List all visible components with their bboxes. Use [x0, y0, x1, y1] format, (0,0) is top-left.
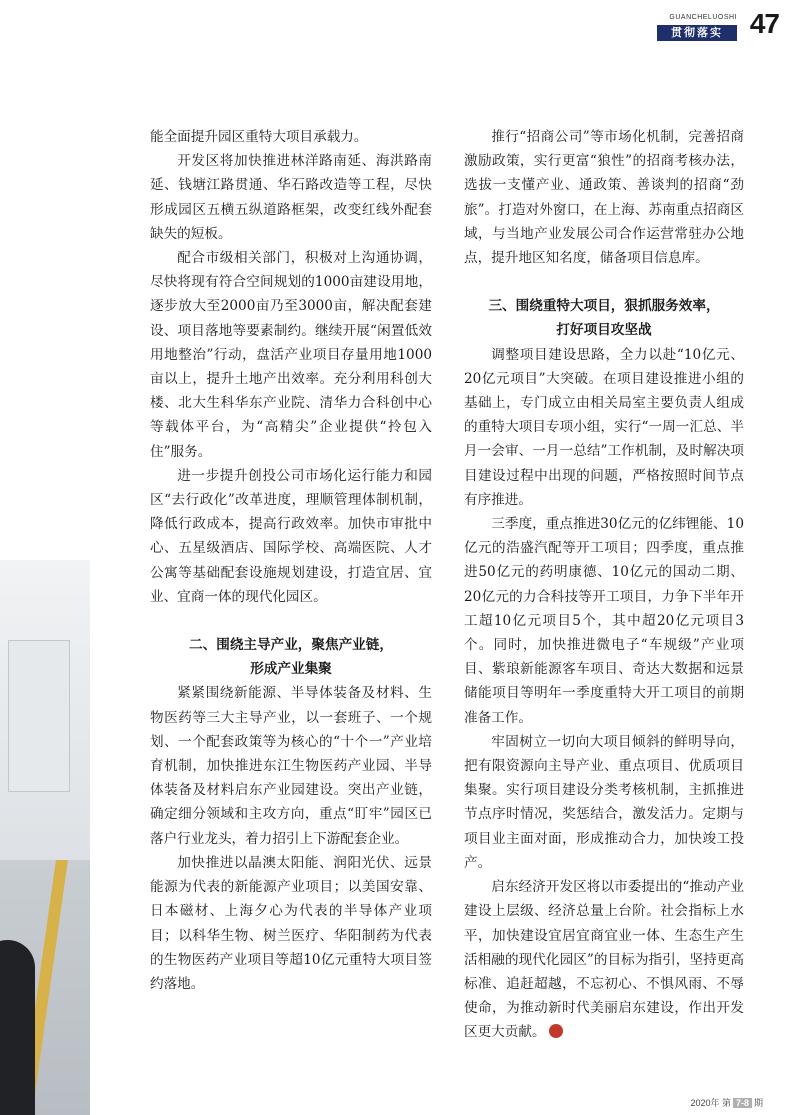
header-brand: 贯彻落实: [657, 25, 737, 41]
header-subtitle: GUANCHELUOSHI: [669, 14, 737, 21]
section-heading: 二、围绕主导产业，聚焦产业链，: [189, 637, 393, 654]
paragraph-text: 紧紧围绕新能源、半导体装备及材料、生物医药等三大主导产业，以一套班子、一个规划、一个配套政策等为核心的“十个一”产业培育机制，加快推进东江生物医药产业园、半导体装备及材料启东产业园建设。突出产业链，确定细分领域和主攻方向，重点“盯牢”园区已落户行业龙头，着力招引上下游配套企业。: [150, 685, 432, 847]
body-paragraph: [464, 875, 744, 1044]
paragraph-text: 加快推进以晶澳太阳能、润阳光伏、远景能源为代表的新能源产业项目；以美国安靠、日本磁材、上海夕心为代表的半导体产业项目；以科华生物、树兰医疗、华阳制药为代表的生物医药产业项目等超10亿元重特大项目签约落地。: [150, 854, 432, 992]
paragraph-text: 启东经济开发区将以市委提出的“推动产业建设上层级、经济总量上台阶。社会指标上水平，加快建设宜居宜商宜业一体、生态生产生活相融的现代化园区”的目标为指引，坚持更高标准、追赶超越，不忘初心、不惧风雨、不辱使命，为推动新时代美丽启东建设，作出开发区更大贡献。: [464, 879, 744, 1041]
body-paragraph: [150, 851, 432, 996]
paragraph-text: 推行“招商公司”等市场化机制，完善招商激励政策，实行更富“狼性”的招商考核办法，选拔一支懂产业、通政策、善谈判的招商“劲旅”。打造对外窗口，在上海、苏南重点招商区域，与当地产业发展公司合作运营常驻办公地点，提升地区知名度，储备项目信息库。: [464, 129, 744, 267]
paragraph-text: 调整项目建设思路，全力以赴“10亿元、20亿元项目”大突破。在项目建设推进小组的基础上，专门成立由相关局室主要负责人组成的重特大项目专项小组，实行“一周一汇总、半月一会审、一月一总结”工作机制，及时解决项目建设过程中出现的问题，严格按照时间节点有序推进。: [464, 346, 744, 508]
paragraph-text: 三季度，重点推进30亿元的亿纬锂能、10亿元的浩盛汽配等开工项目；四季度，重点推进50亿元的药明康德、10亿元的国动二期、20亿元的力合科技等开工项目，力争下半年开工超10亿元项目5个，其中超20亿元项目3个。同时，加快推进微电子“车规级”产业项目、紫琅新能源客车项目、奇达大数据和远景储能项目等明年一季度重特大开工项目的前期准备工作。: [464, 516, 744, 726]
right-column: [464, 125, 744, 1045]
paragraph-text: 开发区将加快推进林洋路南延、海洪路南延、钱塘江路贯通、华石路改造等工程，尽快形成园区五横五纵道路框架，改变红线外配套缺失的短板。: [150, 153, 432, 242]
section-heading: 形成产业集聚: [250, 661, 332, 678]
body-paragraph: [150, 246, 432, 464]
paragraph-text: 配合市级相关部门，积极对上沟通协调，尽快将现有符合空间规划的1000亩建设用地，逐步放大至2000亩乃至3000亩，解决配套建设、项目落地等要素制约。继续开展“闲置低效用地整治”行动，盘活产业项目存量用地1000亩以上，提升土地产出效率。充分利用科创大楼、北大生科华东产业院、清华力合科创中心等载体平台，为“高精尖”企业提供“拎包入住”服务。: [150, 250, 432, 460]
body-paragraph: [464, 730, 744, 875]
section-spacer: [150, 609, 432, 633]
article-end-icon: [549, 1024, 563, 1038]
body-paragraph: [150, 464, 432, 609]
page-number: 47: [749, 8, 779, 39]
body-paragraph: [464, 343, 744, 512]
footer-year: 2020年 第: [690, 1098, 731, 1108]
left-column: [150, 125, 432, 996]
issue-footer: [690, 1096, 763, 1109]
section-heading: 打好项目攻坚战: [556, 322, 652, 339]
side-photo: [0, 560, 90, 1115]
section-heading: 三、围绕重特大项目，狠抓服务效率，: [488, 298, 720, 315]
section-spacer: [464, 270, 744, 294]
paragraph-text: 进一步提升创投公司市场化运行能力和园区“去行政化”改革进度，理顺管理体制机制，降低行政成本，提高行政效率。加快市审批中心、五星级酒店、国际学校、高端医院、人才公寓等基础配套设施规划建设，打造宜居、宜业、宜商一体的现代化园区。: [150, 467, 432, 605]
magazine-header: [627, 12, 737, 42]
body-paragraph: [150, 125, 432, 149]
body-paragraph: [150, 149, 432, 246]
body-paragraph: [464, 512, 744, 730]
paragraph-text: 牢固树立一切向大项目倾斜的鲜明导向，把有限资源向主导产业、重点项目、优质项目集聚。实行项目建设分类考核机制，主抓推进节点序时情况，奖惩结合，激发活力。定期与项目业主面对面，形成推动合力，加快竣工投产。: [464, 733, 744, 871]
footer-suffix: 期: [753, 1098, 763, 1108]
body-paragraph: [150, 681, 432, 850]
paragraph-text: 能全面提升园区重特大项目承载力。: [150, 129, 368, 145]
body-paragraph: [464, 125, 744, 270]
footer-issue: 7-8: [733, 1098, 752, 1108]
